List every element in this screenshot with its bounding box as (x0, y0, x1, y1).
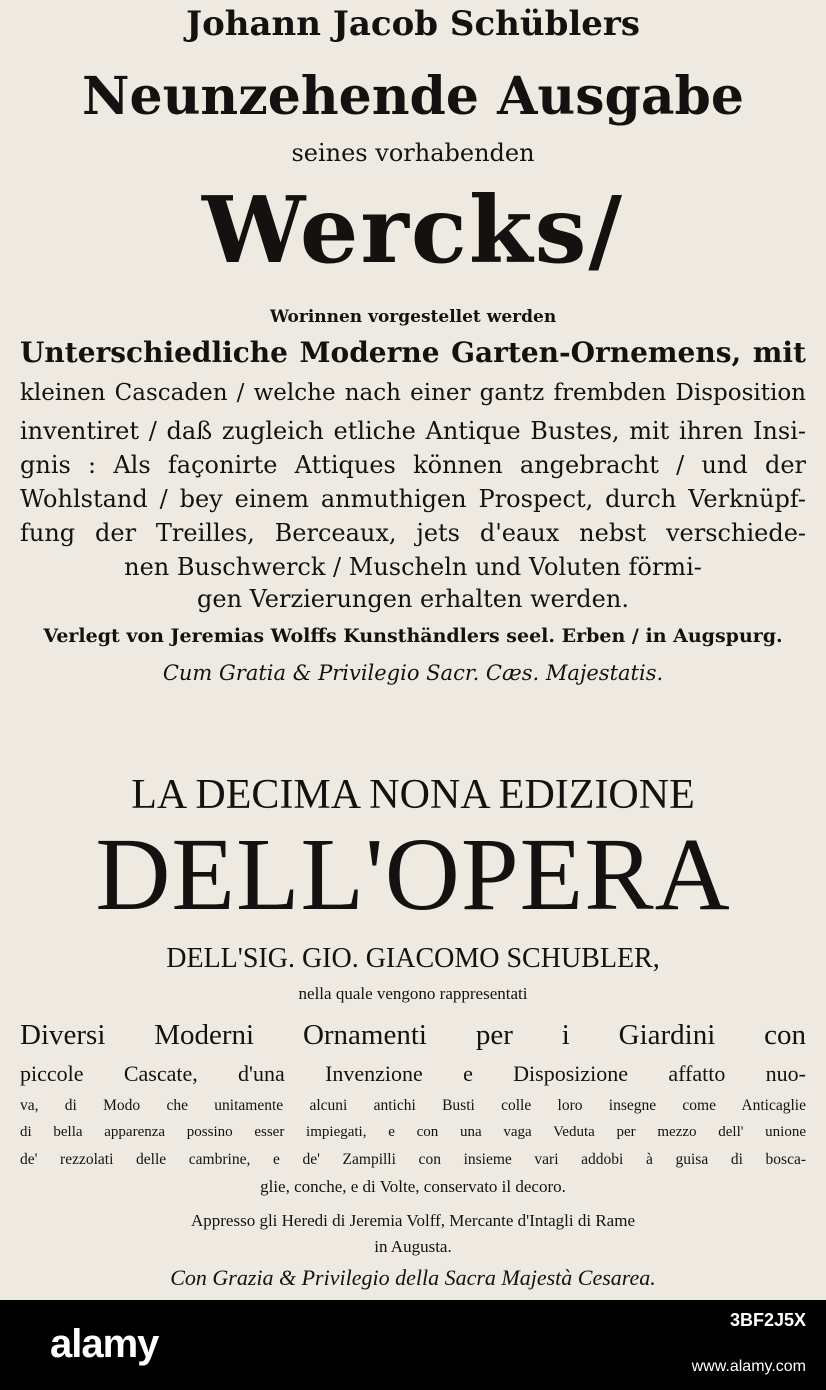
german-body-line: nen Buschwerck / Muscheln und Voluten förmi- (124, 553, 702, 581)
site-url: www.alamy.com (691, 1358, 806, 1375)
italian-author: DELL'SIG. GIO. GIACOMO SCHUBLER, (166, 943, 660, 974)
german-body-line: gen Verzierungen erhalten werden. (197, 585, 629, 613)
german-privilege: Cum Gratia & Privilegio Sacr. Cæs. Majestatis. (162, 661, 664, 685)
italian-publisher-line1: Appresso gli Heredi di Jeremia Volff, Mercante d'Intagli di Rame (190, 1211, 635, 1230)
german-publisher: Verlegt von Jeremias Wolffs Kunsthändlers seel. Erben / in Augspurg. (43, 625, 783, 647)
italian-publisher-line2: in Augusta. (374, 1237, 452, 1256)
italian-title-line1: LA DECIMA NONA EDIZIONE (131, 772, 695, 818)
italian-body-line: glie, conche, e di Volte, conservato il decoro. (260, 1177, 566, 1196)
german-body-line: gnis : Als façonirte Attiques können angebracht / und der (20, 451, 806, 479)
italian-body-line: va, di Modo che unitamente alcuni antichi Busti colle loro insegne come Anticaglie (20, 1097, 806, 1114)
german-body-line: kleinen Cascaden / welche nach einer gantz frembden Disposition (20, 380, 806, 406)
german-body-line: fung der Treilles, Berceaux, jets d'eaux nebst verschiede- (20, 519, 806, 547)
german-title-line1: Johann Jacob Schüblers (186, 4, 640, 44)
german-body-line: Wohlstand / bey einem anmuthigen Prospect, durch Verknüpf- (20, 485, 806, 513)
watermark-footer (0, 1300, 826, 1390)
italian-title-big: DELL'OPERA (95, 817, 731, 932)
italian-intro: nella quale vengono rappresentati (298, 984, 528, 1003)
italian-body-line: di bella apparenza possino esser impiegati, e con una vaga Veduta per mezzo dell' unione (20, 1124, 806, 1140)
italian-privilege: Con Grazia & Privilegio della Sacra Majestà Cesarea. (170, 1265, 656, 1290)
italian-body-line: piccole Cascate, d'una Invenzione e Disposizione affatto nuo- (20, 1061, 806, 1086)
italian-body-line: de' rezzolati delle cambrine, e de' Zampilli con insieme vari addobi à guisa di bosca- (20, 1151, 806, 1168)
italian-body-line: Diversi Moderni Ornamenti per i Giardini con (20, 1019, 806, 1051)
alamy-logo: alamy (50, 1322, 159, 1366)
german-title-line3: seines vorhabenden (291, 139, 535, 167)
german-title-line2: Neunzehende Ausgabe (81, 66, 744, 127)
german-body-line: Unterschiedliche Moderne Garten-Ornemens, mit (20, 336, 806, 369)
german-intro: Worinnen vorgestellet werden (269, 307, 557, 327)
image-id: 3BF2J5X (729, 1310, 806, 1330)
german-title-big: Wercks/ (202, 176, 624, 284)
german-body-line: inventiret / daß zugleich etliche Antique Bustes, mit ihren Insi- (20, 417, 806, 445)
